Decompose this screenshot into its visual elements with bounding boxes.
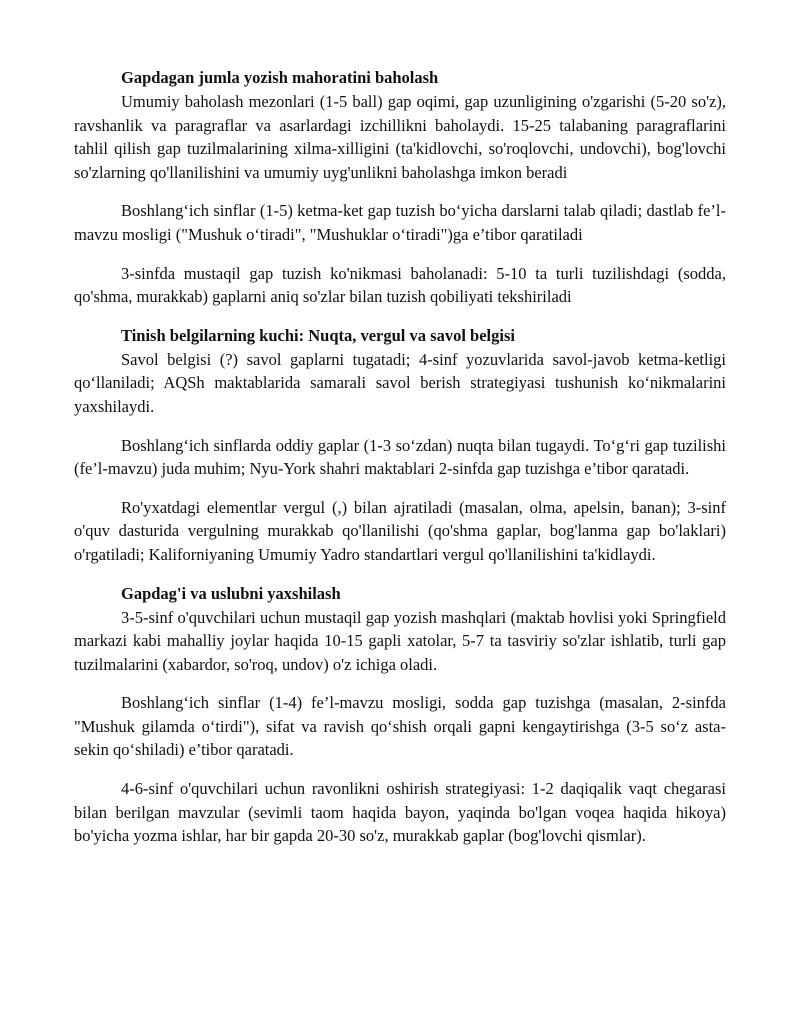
section-punctuation	[74, 324, 726, 567]
document-page	[74, 66, 726, 863]
paragraph: Boshlang‘ich sinflar (1-5) ketma-ket gap tuzish bo‘yicha darslarni talab qiladi; dastlab fe’l-mavzu mosligi ("Mushuk o‘tiradi", "Mushuklar o‘tiradi")ga e’tibor qaratiladi	[74, 201, 726, 244]
section-heading: Tinish belgilarning kuchi: Nuqta, vergul va savol belgisi	[121, 325, 515, 345]
paragraph: Savol belgisi (?) savol gaplarni tugatadi; 4-sinf yozuvlarida savol-javob ketma-ketligi qo‘llaniladi; AQSh maktablarida samarali savol berish strategiyasi tushunish ko‘nikmalarini yaxshilaydi.	[74, 349, 726, 416]
paragraph: 4-6-sinf o'quvchilari uchun ravonlikni oshirish strategiyasi: 1-2 daqiqalik vaqt chegarasi bilan berilgan mavzular (sevimli taom haqida bayon, yaqinda bo'lgan voqea haqida hikoya) bo'yicha yozma ishlar, har bir gapda 20-30 so'z, murakkab gaplar (bog'lovchi qismlar).	[74, 779, 726, 846]
section-sentence-writing	[74, 66, 726, 309]
paragraph: 3-sinfda mustaqil gap tuzish ko'nikmasi baholanadi: 5-10 ta turli tuzilishdagi (sodda, qo'shma, murakkab) gaplarni aniq so'zlar bilan tuzish qobiliyati tekshiriladi	[74, 263, 726, 307]
section-heading: Gapdagan jumla yozish mahoratini baholash	[121, 68, 439, 87]
paragraph: 3-5-sinf o'quvchilari uchun mustaqil gap yozish mashqlari (maktab hovlisi yoki Springfield markazi kabi mahalliy joylar haqida 10-15 gapli xatolar, 5-7 ta tasviriy so'zlar ishlatib, turli gap tuzilmalarini (xabardor, so'roq, undov) o'z ichiga oladi.	[74, 607, 726, 674]
paragraph: Ro'yxatdagi elementlar vergul (,) bilan ajratiladi (masalan, olma, apelsin, banan); 3-sinf o'quv dasturida vergulning murakkab qo'llanilishi (qo'shma gaplar, bog'lanma gap bo'laklari) o'rgatiladi; Kaliforniyaning Umumiy Yadro standartlari vergul qo'llanilishini ta'kidlaydi.	[74, 497, 726, 564]
paragraph: Umumiy baholash mezonlari (1-5 ball) gap oqimi, gap uzunligining o'zgarishi (5-20 so'z), ravshanlik va paragraflar va asarlardagi izchillikni baholaydi. 15-25 talabaning paragraflarini tahlil qilish gap tuzilmalarining xilma-xilligini (ta'kidlovchi, so'roqlovchi, undovchi), bog'lovchi so'zlarning qo'llanilishini va umumiy uyg'unlikni baholashga imkon beradi	[74, 92, 726, 182]
section-heading: Gapdag'i va uslubni yaxshilash	[121, 583, 341, 603]
section-style-improvement	[74, 582, 726, 848]
paragraph: Boshlang‘ich sinflarda oddiy gaplar (1-3 so‘zdan) nuqta bilan tugaydi. To‘g‘ri gap tuzilishi (fe’l-mavzu) juda muhim; Nyu-York shahri maktablari 2-sinfda gap tuzishga e’tibor qaratadi.	[74, 435, 726, 479]
paragraph: Boshlang‘ich sinflar (1-4) fe’l-mavzu mosligi, sodda gap tuzishga (masalan, 2-sinfda "Mushuk gilamda o‘tirdi"), sifat va ravish qo‘shish orqali gapni kengaytirishga (3-5 so‘z asta-sekin qo‘shiladi) e’tibor qaratadi.	[74, 693, 726, 760]
